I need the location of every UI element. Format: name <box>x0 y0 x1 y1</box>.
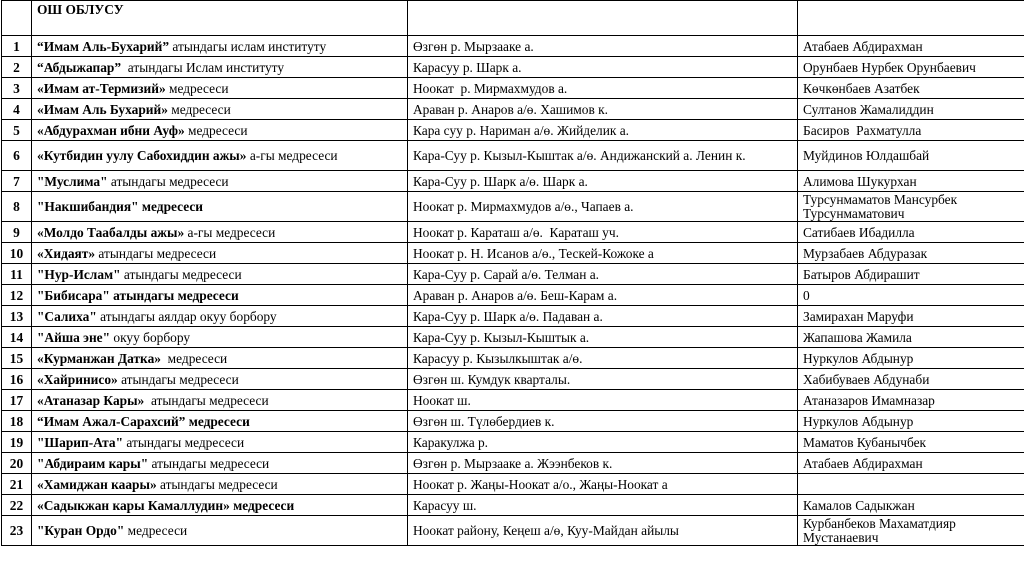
table-row <box>2 36 1024 57</box>
row-number: 17 <box>2 390 32 411</box>
institution-name-cell <box>32 171 408 192</box>
row-number: 8 <box>2 192 32 222</box>
row-number: 22 <box>2 495 32 516</box>
institutions-table <box>1 0 1024 546</box>
institution-name: “Абдыжапар” <box>37 59 122 75</box>
institution-name-cell <box>32 348 408 369</box>
address-cell: Кара-Суу р. Шарк а/ө. Падаван а. <box>408 306 798 327</box>
institution-name-cell <box>32 306 408 327</box>
institution-type: медресеси <box>165 80 229 96</box>
institution-name: "Бибисара" атындагы медресеси <box>37 287 239 303</box>
institution-type: окуу борбору <box>110 329 191 345</box>
institution-type: атындагы медресеси <box>107 173 229 189</box>
head-name-cell: Батыров Абдирашит <box>798 264 1024 285</box>
institution-type: а-гы медресеси <box>184 224 276 240</box>
address-cell: Кара-Суу р. Шарк а/ө. Шарк а. <box>408 171 798 192</box>
head-name-cell: Султанов Жамалиддин <box>798 99 1024 120</box>
institution-name-cell <box>32 99 408 120</box>
address-cell: Ноокат р. Караташ а/ө. Караташ уч. <box>408 222 798 243</box>
institution-name: «Имам ат-Термизий» <box>37 80 166 96</box>
institution-name: "Муслима" <box>37 173 108 189</box>
institution-name: «Хамиджан каары» <box>37 476 157 492</box>
row-number: 23 <box>2 516 32 546</box>
row-number: 16 <box>2 369 32 390</box>
institution-name: "Салиха" <box>37 308 97 324</box>
address-cell: Өзгөн р. Мырзааке а. Жээнбеков к. <box>408 453 798 474</box>
row-number: 11 <box>2 264 32 285</box>
institution-name-cell <box>32 192 408 222</box>
institution-type: атындагы медресеси <box>148 455 270 471</box>
table-row <box>2 264 1024 285</box>
institution-name-cell <box>32 327 408 348</box>
institution-name-cell <box>32 243 408 264</box>
table-row <box>2 243 1024 264</box>
institution-name-cell <box>32 141 408 171</box>
table-row <box>2 411 1024 432</box>
table-row <box>2 57 1024 78</box>
row-number: 2 <box>2 57 32 78</box>
address-cell: Кара-Суу р. Сарай а/ө. Телман а. <box>408 264 798 285</box>
institution-name-cell <box>32 222 408 243</box>
institution-type: атындагы ислам институту <box>169 38 327 54</box>
institution-name-cell <box>32 453 408 474</box>
address-cell: Кара-Суу р. Кызыл-Кыштак а/ө. Андижанский а. Ленин к. <box>408 141 798 171</box>
header-address-cell <box>408 1 798 36</box>
row-number: 20 <box>2 453 32 474</box>
head-name-cell: Алимова Шукурхан <box>798 171 1024 192</box>
institution-type: атындагы аялдар окуу борбору <box>96 308 277 324</box>
head-name-cell: Нуркулов Абдынур <box>798 411 1024 432</box>
institution-name: "Куран Ордо" <box>37 523 125 538</box>
institution-name-cell <box>32 264 408 285</box>
address-cell: Ноокат району, Кеңеш а/ө, Куу-Майдан айылы <box>408 516 798 546</box>
institution-name: «Молдо Таабалды ажы» <box>37 224 185 240</box>
region-header-cell <box>32 1 408 36</box>
head-name-cell: Хабибуваев Абдунаби <box>798 369 1024 390</box>
table-row <box>2 348 1024 369</box>
row-number: 6 <box>2 141 32 171</box>
row-number: 1 <box>2 36 32 57</box>
head-name-cell <box>798 474 1024 495</box>
institution-name: "Нур-Ислам" <box>37 266 121 282</box>
table-row <box>2 78 1024 99</box>
institution-name: "Накшибандия" медресеси <box>37 199 203 214</box>
institution-name-cell <box>32 369 408 390</box>
address-cell: Карасуу ш. <box>408 495 798 516</box>
institution-name: "Шарип-Ата" <box>37 434 124 450</box>
table-row <box>2 327 1024 348</box>
institution-name-cell <box>32 120 408 141</box>
institution-name-cell <box>32 390 408 411</box>
table-row <box>2 222 1024 243</box>
institution-name: «Атаназар Кары» <box>37 392 145 408</box>
institution-name-cell <box>32 432 408 453</box>
institution-name: “Имам Ажал-Сарахсий” медресеси <box>37 413 250 429</box>
head-name-cell: Атабаев Абдирахман <box>798 36 1024 57</box>
institution-type: атындагы медресеси <box>95 245 217 261</box>
institution-type: атындагы медресеси <box>120 266 242 282</box>
head-name-cell: 0 <box>798 285 1024 306</box>
head-name-cell: Маматов Кубанычбек <box>798 432 1024 453</box>
address-cell: Карасуу р. Кызылкыштак а/ө. <box>408 348 798 369</box>
row-number: 5 <box>2 120 32 141</box>
head-name-cell: Камалов Садыкжан <box>798 495 1024 516</box>
row-number: 19 <box>2 432 32 453</box>
head-name-cell: Көчкөнбаев Азатбек <box>798 78 1024 99</box>
head-name-cell: Атаназаров Имамназар <box>798 390 1024 411</box>
address-cell: Араван р. Анаров а/ө. Беш-Карам а. <box>408 285 798 306</box>
head-name-cell: Орунбаев Нурбек Орунбаевич <box>798 57 1024 78</box>
table-row <box>2 474 1024 495</box>
institution-name-cell <box>32 78 408 99</box>
head-name-cell: Мурзабаев Абдуразак <box>798 243 1024 264</box>
table-row <box>2 453 1024 474</box>
row-number: 7 <box>2 171 32 192</box>
row-number: 3 <box>2 78 32 99</box>
address-cell: Каракулжа р. <box>408 432 798 453</box>
institution-name: "Абдираим кары" <box>37 455 149 471</box>
region-header-row <box>2 1 1024 36</box>
institution-name: «Кутбидин уулу Сабохиддин ажы» <box>37 148 247 163</box>
address-cell: Кара-Суу р. Кызыл-Кыштык а. <box>408 327 798 348</box>
head-name-cell: Сатибаев Ибадилла <box>798 222 1024 243</box>
head-name-cell: Басиров Рахматулла <box>798 120 1024 141</box>
table-row <box>2 516 1024 546</box>
head-name-cell: Турсунмаматов Мансурбек Турсунмаматович <box>798 192 1024 222</box>
institution-type: медресеси <box>167 101 231 117</box>
institution-name: «Хайринисо» <box>37 371 118 387</box>
row-number: 12 <box>2 285 32 306</box>
head-name-cell: Нуркулов Абдынур <box>798 348 1024 369</box>
institution-type: медресеси <box>124 523 188 538</box>
institution-name-cell <box>32 495 408 516</box>
institution-name: “Имам Аль-Бухарий” <box>37 38 170 54</box>
institution-name-cell <box>32 474 408 495</box>
address-cell: Өзгөн р. Мырзааке а. <box>408 36 798 57</box>
head-name-cell: Атабаев Абдирахман <box>798 453 1024 474</box>
address-cell: Кара суу р. Нариман а/ө. Жийделик а. <box>408 120 798 141</box>
address-cell: Ноокат р. Мирмахмудов а. <box>408 78 798 99</box>
address-cell: Өзгөн ш. Кумдук кварталы. <box>408 369 798 390</box>
address-cell: Ноокат р. Мирмахмудов а/ө., Чапаев а. <box>408 192 798 222</box>
address-cell: Карасуу р. Шарк а. <box>408 57 798 78</box>
institution-name-cell <box>32 411 408 432</box>
table-row <box>2 306 1024 327</box>
institution-name: «Абдурахман ибни Ауф» <box>37 122 185 138</box>
institution-type: атындагы медресеси <box>144 392 269 408</box>
institution-type: медресеси <box>160 350 228 366</box>
row-number: 21 <box>2 474 32 495</box>
institution-type: атындагы Ислам институту <box>121 59 285 75</box>
table-row <box>2 141 1024 171</box>
row-number: 15 <box>2 348 32 369</box>
row-number: 14 <box>2 327 32 348</box>
address-cell: Ноокат р. Н. Исанов а/ө., Тескей-Кожоке а <box>408 243 798 264</box>
head-name-cell: Жапашова Жамила <box>798 327 1024 348</box>
institution-name: «Садыкжан кары Камаллудин» медресеси <box>37 497 295 513</box>
row-number: 18 <box>2 411 32 432</box>
address-cell: Өзгөн ш. Түлөбердиев к. <box>408 411 798 432</box>
institution-name: «Курманжан Датка» <box>37 350 161 366</box>
institution-type: атындагы медресеси <box>123 434 245 450</box>
institution-name: «Хидаят» <box>37 245 96 261</box>
region-title: ОШ ОБЛУСУ <box>37 2 124 17</box>
table-row <box>2 171 1024 192</box>
row-number: 13 <box>2 306 32 327</box>
header-num-cell <box>2 1 32 36</box>
table-row <box>2 120 1024 141</box>
row-number: 9 <box>2 222 32 243</box>
institution-type: медресеси <box>184 122 248 138</box>
table-row <box>2 390 1024 411</box>
institution-type: атындагы медресеси <box>156 476 278 492</box>
institution-name-cell <box>32 57 408 78</box>
institution-name-cell <box>32 285 408 306</box>
table-row <box>2 369 1024 390</box>
institution-name-cell <box>32 516 408 546</box>
institution-type: а-гы медресеси <box>246 148 338 163</box>
table-row <box>2 192 1024 222</box>
address-cell: Ноокат ш. <box>408 390 798 411</box>
address-cell: Араван р. Анаров а/ө. Хашимов к. <box>408 99 798 120</box>
table-row <box>2 495 1024 516</box>
row-number: 4 <box>2 99 32 120</box>
header-head-cell <box>798 1 1024 36</box>
row-number: 10 <box>2 243 32 264</box>
institution-type: атындагы медресеси <box>117 371 239 387</box>
head-name-cell: Муйдинов Юлдашбай <box>798 141 1024 171</box>
institution-name: «Имам Аль Бухарий» <box>37 101 168 117</box>
address-cell: Ноокат р. Жаңы-Ноокат а/о., Жаңы-Ноокат а <box>408 474 798 495</box>
table-row <box>2 99 1024 120</box>
head-name-cell: Курбанбеков Махаматдияр Мустанаевич <box>798 516 1024 546</box>
table-row <box>2 285 1024 306</box>
head-name-cell: Замирахан Маруфи <box>798 306 1024 327</box>
institution-name: "Айша эне" <box>37 329 111 345</box>
table-row <box>2 432 1024 453</box>
institution-name-cell <box>32 36 408 57</box>
